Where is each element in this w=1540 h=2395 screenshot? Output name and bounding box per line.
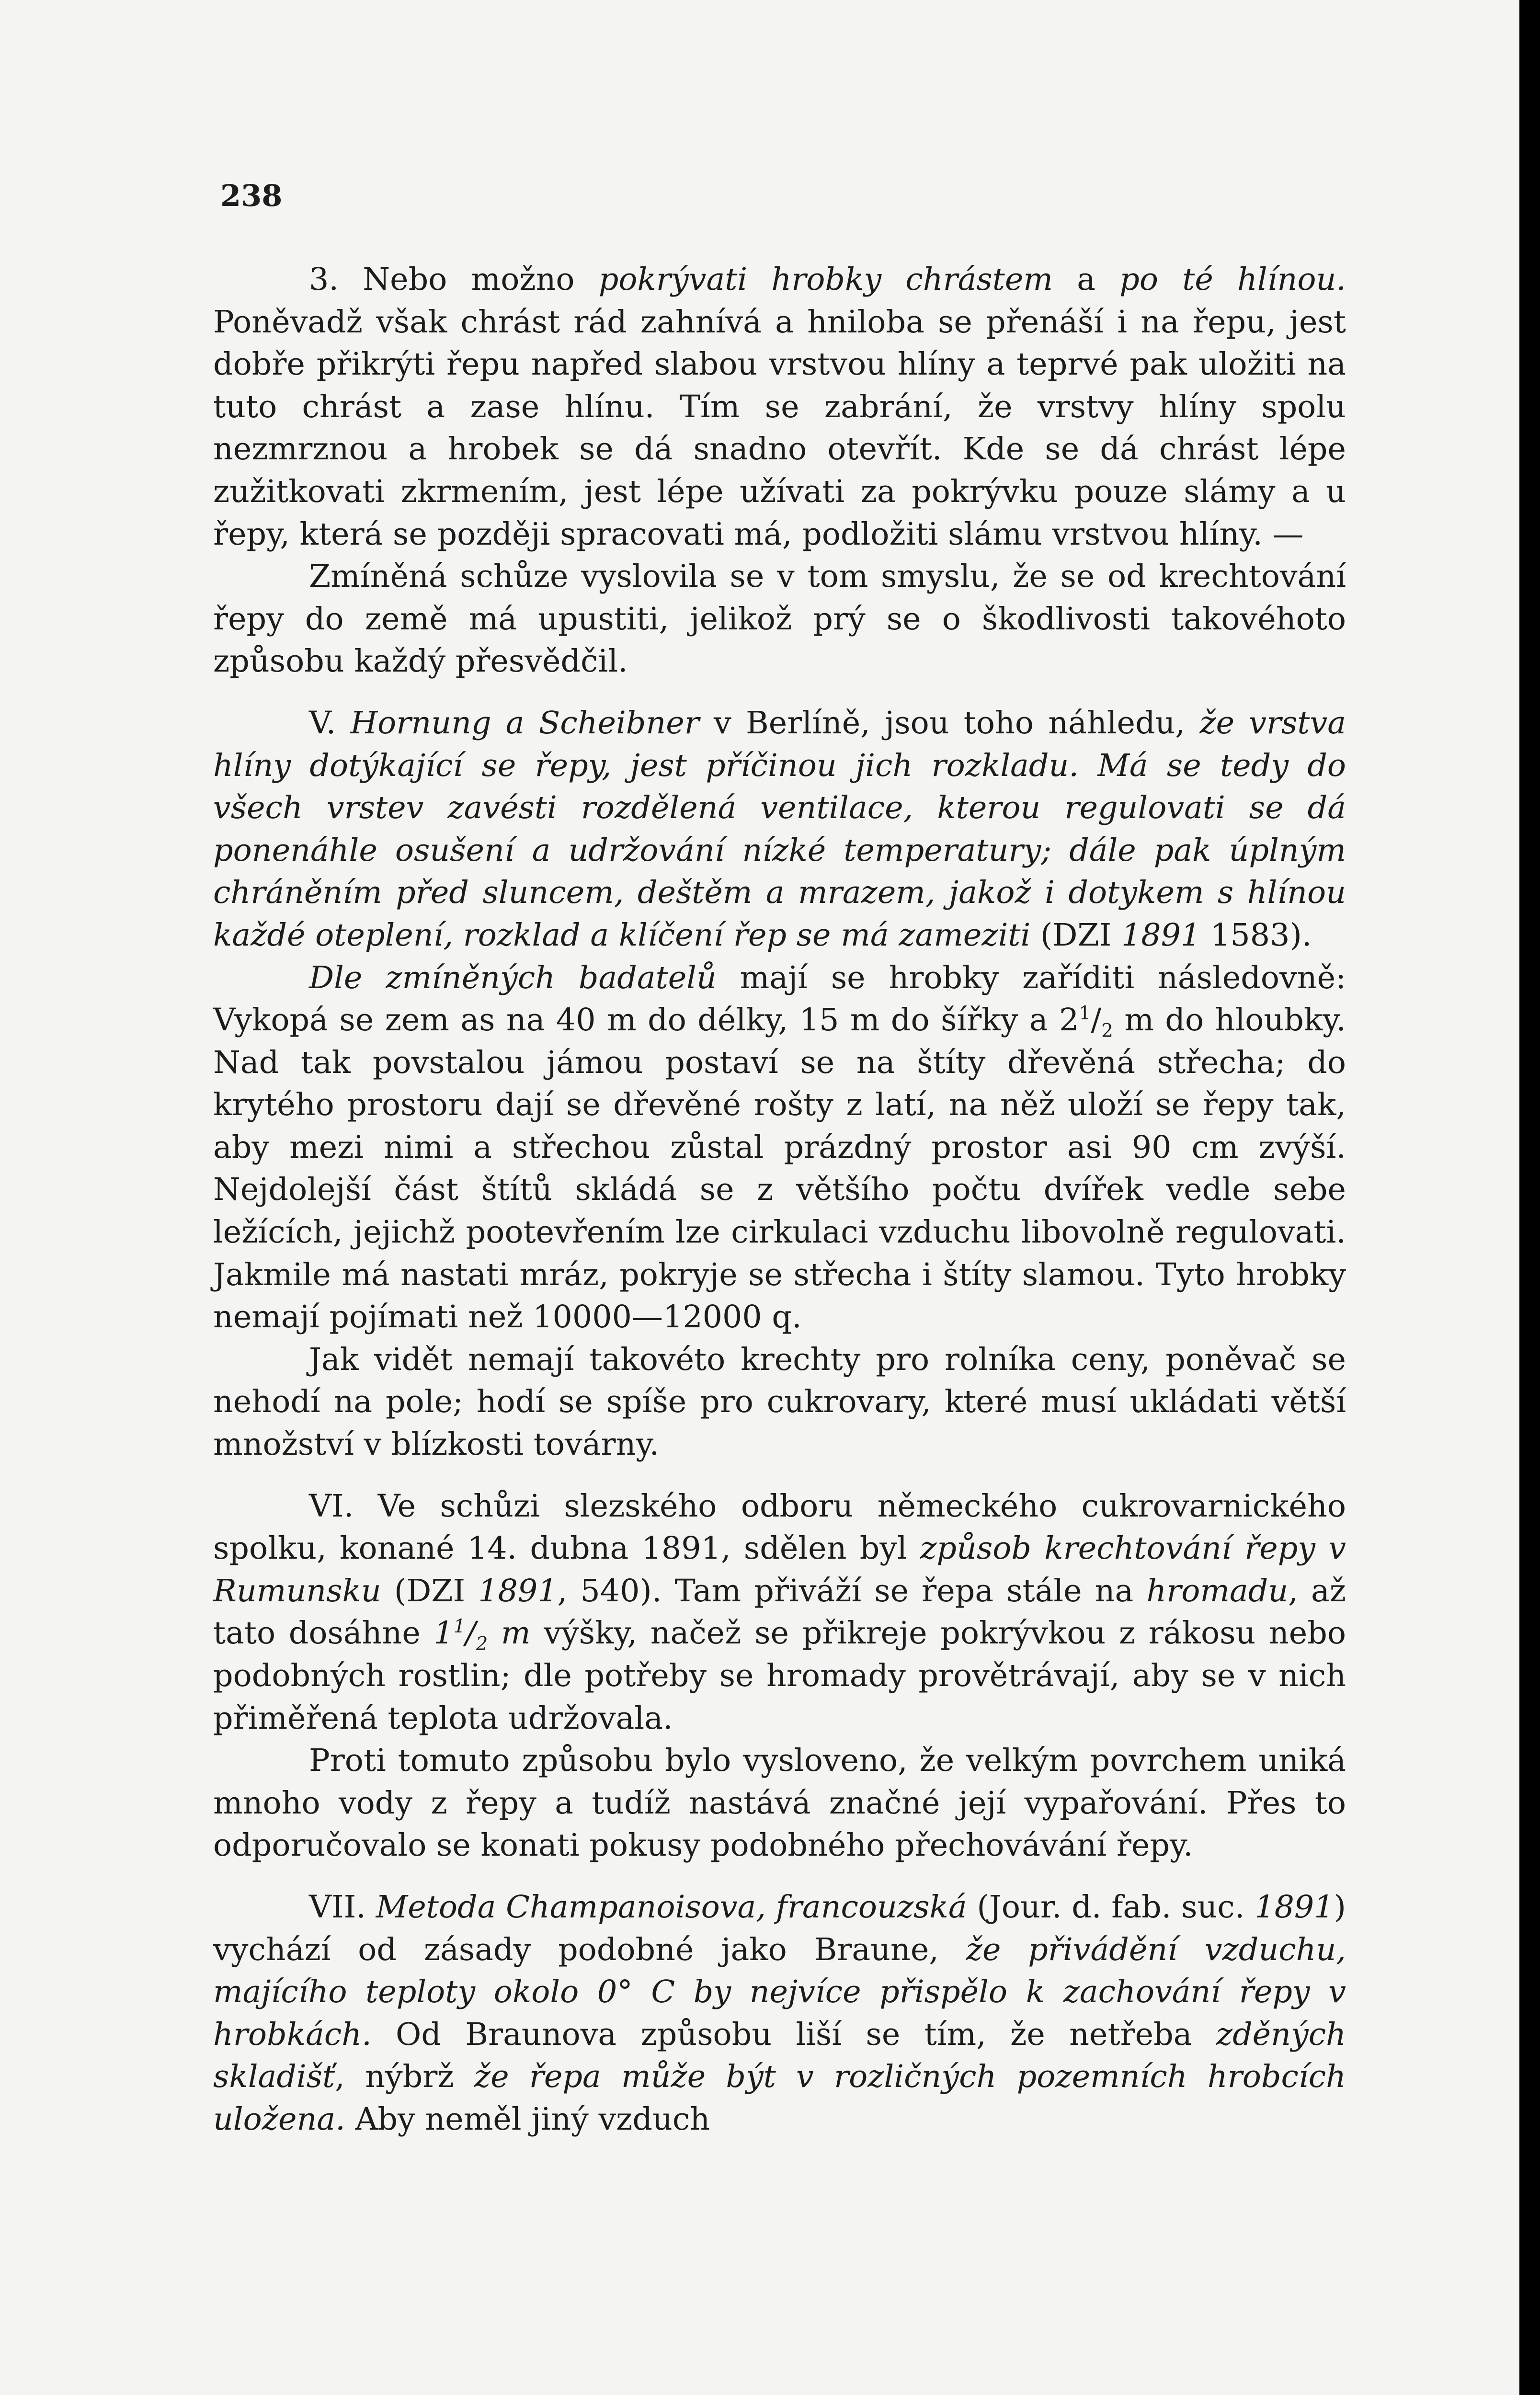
paragraph-objection: Proti tomuto způsobu bylo vysloveno, že velkým povrchem uniká mnoho vody z řepy a tudíž nastává značné její vypařování. Přes to odporučovalo se konati pokusy podobného přechovávání řepy. — [213, 1743, 1346, 1864]
page-number: 238 — [220, 178, 283, 213]
paragraph-construction: Dle zmíněných badatelů mají se hrobky zaříditi následovně: Vykopá se zem as na 40 m do délky, 15 m do šířky a $2^1/_2$ m do hloubky. Nad tak povstalou jámou postaví se na štíty dřevěná střecha; do krytého prostoru dají se dřevěné rošty z latí, na něž uloží se řepy tak, aby mezi nimi a střechou zůstal prázdný prostor asi 90 cm zvýší. Nejdolejší část štítů skládá se z většího počtu dvířek vedle sebe ležících, jejichž pootevřením lze cirkulaci vzduchu libovolně regulovati. Jakmile má nastati mráz, pokryje se střecha i štíty slamou. Tyto hrobky nemají pojímati než 10000—12000 q. — [213, 959, 1346, 1335]
paragraph-farmer-cost: Jak vidět nemají takovéto krechty pro rolníka ceny, poněvač se nehodí na pole; hodí se spíše pro cukrovary, které musí ukládati větší množství v blízkosti továrny. — [213, 1341, 1346, 1463]
scan-edge — [1519, 0, 1540, 2395]
paragraph-meeting-conclusion: Zmíněná schůze vyslovila se v tom smyslu, že se od krechtování řepy do země má upustiti, jelikož prý se o škodlivosti takovéhoto způsobu každý přesvědčil. — [213, 559, 1346, 680]
paragraph-VII-champanois: VII. Metoda Champanoisova, francouzská (Jour. d. fab. suc. 1891) vychází od zásady podobné jako Braune, že přivádění vzduchu, majícího teploty okolo 0° C by nejvíce přispělo k zachování řepy v hrobkách. Od Braunova způsobu liší se tím, že netřeba zděných skladišť, nýbrž že řepa může být v rozličných pozemních hrobcích uložena. Aby neměl jiný vzduch — [213, 1889, 1346, 2137]
paragraph-VI-rumunsko: VI. Ve schůzi slezského odboru německého cukrovarnického spolku, konané 14. dubna 1891, sdělen byl způsob krechtování řepy v Rumunsku (DZI 1891, 540). Tam přiváží se řepa stále na hromadu, až tato dosáhne $1^1/_2$ m výšky, načež se přikreje pokrývkou z rákosu nebo podobných rostlin; dle potřeby se hromady provětrávají, aby se v nich přiměřená teplota udržovala. — [213, 1488, 1346, 1736]
paragraph-3-chrast: 3. Nebo možno pokrývati hrobky chrástem a po té hlínou. Poněvadž však chrást rád zahnívá a hniloba se přenáší i na řepu, jest dobře přikrýti řepu napřed slabou vrstvou hlíny a teprvé pak uložiti na tuto chrást a zase hlínu. Tím se zabrání, že vrstvy hlíny spolu nezmrznou a hrobek se dá snadno otevřít. Kde se dá chrást lépe zužitkovati zkrmením, jest lépe užívati za pokrývku pouze slámy a u řepy, která se později spracovati má, podložiti slámu vrstvou hlíny. — — [213, 262, 1346, 552]
paragraph-V-hornung: V. Hornung a Scheibner v Berlíně, jsou toho náhledu, že vrstva hlíny dotýkající se řepy, jest příčinou jich rozkladu. Má se tedy do všech vrstev zavésti rozdělená ventilace, kterou regulovati se dá ponenáhle osušení a udržování nízké temperatury; dále pak úplným chráněním před sluncem, deštěm a mrazem, jakož i dotykem s hlínou každé oteplení, rozklad a klíčení řep se má zameziti (DZI 1891 1583). — [213, 705, 1346, 953]
body-text — [213, 259, 1346, 2141]
